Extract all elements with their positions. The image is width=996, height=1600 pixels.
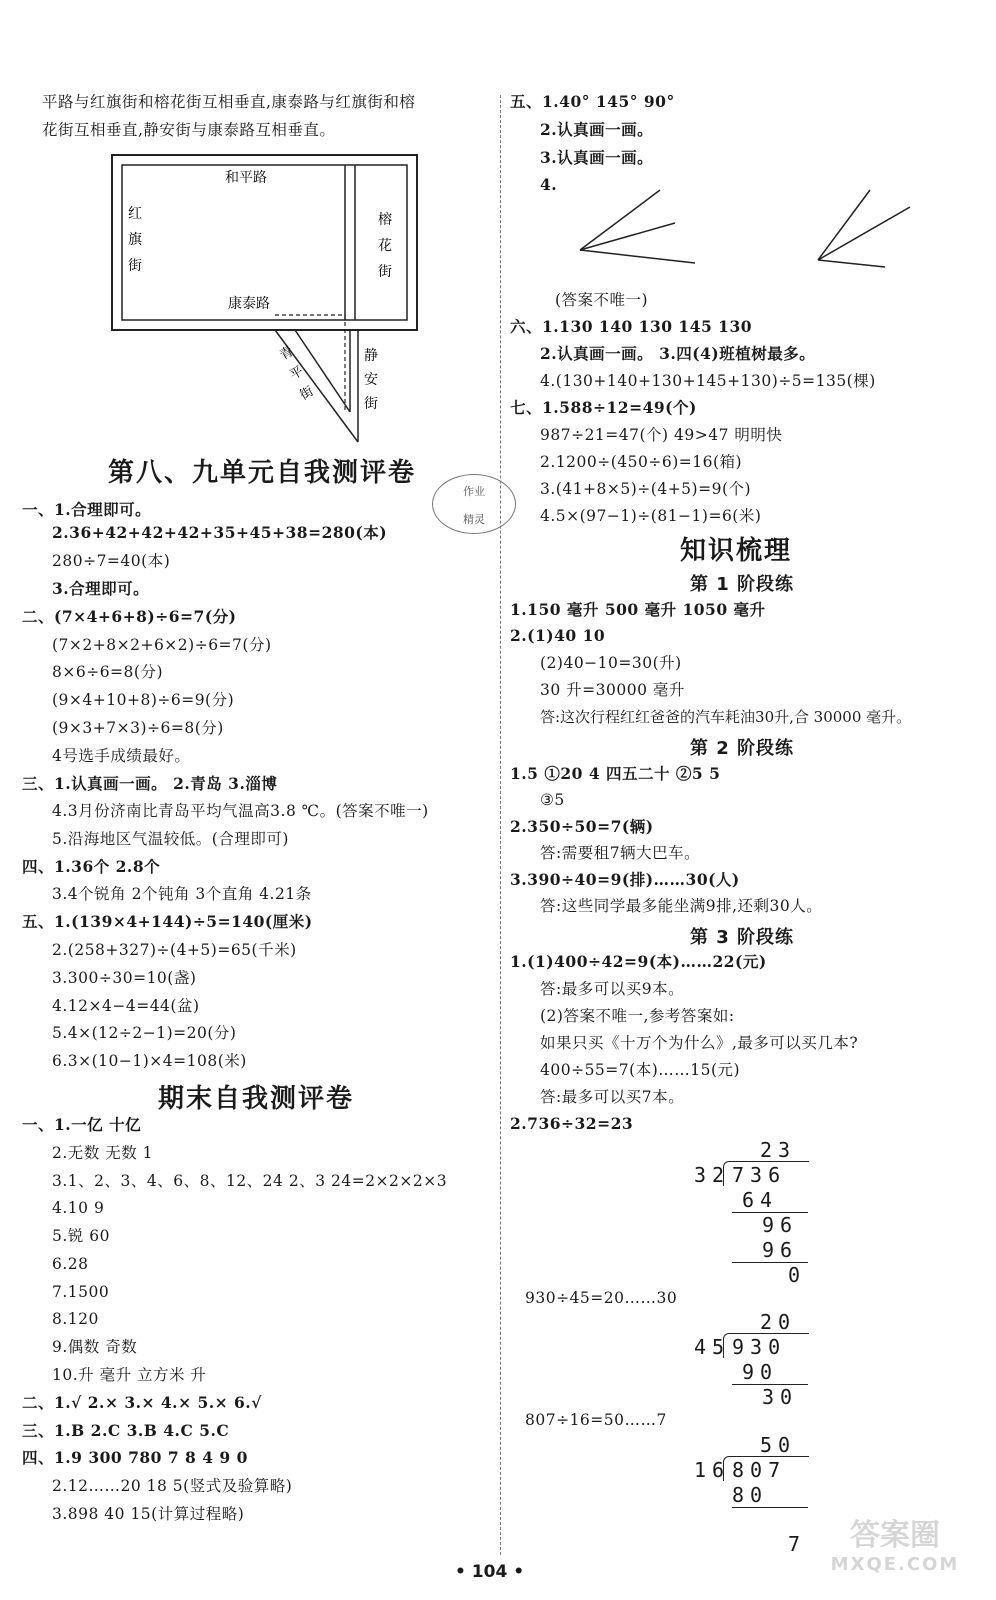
column-divider [500,95,501,1555]
answer-line: 2.12……20 18 5(竖式及验算略) [52,1477,293,1495]
division-dividend: 807 [732,1458,787,1482]
answer-line: 5.沿海地区气温较低。(合理即可) [52,830,289,848]
answer-line: 987÷21=47(个) 49>47 明明快 [540,426,783,444]
answer-line: 2.(1)40 10 [510,626,606,645]
answer-line: 2.1200÷(450÷6)=16(箱) [540,453,743,471]
answer-line: 五、1.40° 145° 90° [510,92,675,111]
answer-line: ③5 [540,791,565,809]
answer-line: 30 升=30000 毫升 [540,681,685,699]
answer-line: 6.3×(10−1)×4=108(米) [52,1052,247,1070]
answer-line: (7×2+8×2+6×2)÷6=7(分) [52,636,272,654]
division-divisor: 45 [694,1335,731,1359]
page-number: • 104 • [455,1562,525,1582]
answer-line: 二、(7×4+6+8)÷6=7(分) [22,607,237,626]
answer-line: 400÷55=7(本)……15(元) [540,1061,741,1079]
answer-line: 3.合理即可。 [52,579,150,598]
answer-line: 1.5 ①20 4 四五二十 ②5 5 [510,764,721,783]
answer-line: 答:需要租7辆大巴车。 [540,844,701,862]
stamp-text-1: 作业 [463,485,485,498]
division-remainder: 7 [788,1532,807,1556]
street-map-diagram [100,150,430,450]
label-hongqi-1: 红 [128,206,142,222]
answer-line: (9×3+7×3)÷6=8(分) [52,719,224,737]
answer-line: 6.28 [52,1255,89,1273]
answer-line: 4.(130+140+130+145+130)÷5=135(棵) [540,372,876,390]
answer-line: 2.(258+327)÷(4+5)=65(千米) [52,941,297,959]
division-step: 96 [762,1213,799,1237]
division-dividend: 930 [732,1335,787,1359]
stage-title-3: 第 3 阶段练 [690,927,795,948]
label-ronghua-1: 榕 [378,212,392,228]
answer-note: (答案不唯一) [555,291,649,309]
stage-title-2: 第 2 阶段练 [690,738,795,759]
answer-line: 四、1.9 300 780 7 8 4 9 0 [22,1448,248,1467]
division-divisor: 32 [694,1163,731,1187]
answer-line: 一、1.合理即可。 [22,500,152,519]
label-jingan-2: 安 [364,372,378,388]
answer-line: 4. [540,175,558,194]
answer-line: 答:这次行程红红爸爸的汽车耗油30升,合 30000 毫升。 [540,708,912,726]
answer-line: 答:最多可以买7本。 [540,1088,685,1106]
answer-line: 10.升 毫升 立方米 升 [52,1366,207,1384]
answer-line: 3.1、2、3、4、6、8、12、24 2、3 24=2×2×2×3 [52,1172,448,1190]
answer-line: (2)答案不唯一,参考答案如: [540,1007,735,1025]
answer-line: 2.认真画一画。 3.四(4)班植树最多。 [540,344,816,363]
division-rule [732,1507,808,1508]
label-qingping-1: 青 [277,343,297,364]
watermark-text-1: 答案圈 [850,1518,940,1553]
label-kangtai-road: 康泰路 [228,296,270,312]
section-title-unit-8-9: 第八、九单元自我测评卷 [108,458,417,488]
answer-line: 2.736÷32=23 [510,1114,634,1133]
answer-line: 807÷16=50……7 [525,1411,667,1429]
answer-line: 3.300÷30=10(盏) [52,969,197,987]
answer-line: 二、1.√ 2.× 3.× 4.× 5.× 6.√ [22,1393,262,1412]
division-step: 64 [742,1188,779,1212]
answer-line: 三、1.认真画一画。 2.青岛 3.淄博 [22,774,278,793]
division-step: 80 [732,1483,769,1507]
answer-line: 六、1.130 140 130 145 130 [510,317,753,336]
answer-line: 280÷7=40(本) [52,552,171,570]
answer-line: 4.3月份济南比青岛平均气温高3.8 ℃。(答案不唯一) [52,802,429,820]
division-quotient: 23 [760,1138,797,1162]
answer-line: 1.(1)400÷42=9(本)……22(元) [510,952,767,971]
answer-line: 5.4×(12÷2−1)=20(分) [52,1024,237,1042]
division-dividend: 736 [732,1163,787,1187]
label-ronghua-2: 花 [378,238,392,254]
answer-line: (9×4+10+8)÷6=9(分) [52,691,235,709]
homework-stamp [432,474,516,534]
site-watermark [820,1510,970,1580]
intro-line-2: 花街互相垂直,静安街与康泰路互相垂直。 [42,121,336,139]
answer-line: 2.无数 无数 1 [52,1144,154,1162]
answer-line: 一、1.一亿 十亿 [22,1115,142,1134]
label-heping-road: 和平路 [225,170,267,186]
angle-drawings [560,185,920,285]
answer-line: 3.390÷40=9(排)……30(人) [510,870,740,889]
answer-line: 9.偶数 奇数 [52,1338,138,1356]
answer-line: 3.(41+8×5)÷(4+5)=9(个) [540,480,752,498]
answer-line: 五、1.(139×4+144)÷5=140(厘米) [22,912,313,931]
answer-line: 如果只买《十万个为什么》,最多可以买几本? [540,1034,859,1052]
answer-line: 4.12×4−4=44(盆) [52,997,200,1015]
division-step: 96 [762,1238,799,1262]
answer-line: 2.36+42+42+42+35+45+38=280(本) [52,523,388,542]
answer-line: 3.898 40 15(计算过程略) [52,1505,245,1523]
answer-line: 4.5×(97−1)÷(81−1)=6(米) [540,507,762,525]
label-qingping-2: 平 [287,363,307,384]
division-quotient: 50 [760,1433,797,1457]
answer-line: 2.350÷50=7(辆) [510,817,654,836]
intro-line-1: 平路与红旗街和榕花街互相垂直,康泰路与红旗街和榕 [42,93,416,111]
answer-line: 七、1.588÷12=49(个) [510,398,697,417]
answer-line: 1.150 毫升 500 毫升 1050 毫升 [510,600,766,619]
answer-line: 3.4个锐角 2个钝角 3个直角 4.21条 [52,885,312,903]
watermark-text-2: MXQE.COM [830,1554,960,1575]
division-quotient: 20 [760,1310,797,1334]
stamp-text-2: 精灵 [463,513,485,526]
answer-line: (2)40−10=30(升) [540,654,682,672]
label-ronghua-3: 街 [378,264,392,280]
answer-line: 答:这些同学最多能坐满9排,还剩30人。 [540,897,823,915]
stage-title-1: 第 1 阶段练 [690,574,795,595]
label-hongqi-3: 街 [128,258,142,274]
label-jingan-3: 街 [364,396,378,412]
answer-line: 930÷45=20……30 [525,1289,678,1307]
answer-line: 三、1.B 2.C 3.B 4.C 5.C [22,1421,230,1440]
section-title-final-exam: 期末自我测评卷 [158,1084,355,1114]
answer-line: 5.锐 60 [52,1227,110,1245]
answer-line: 8.120 [52,1310,99,1328]
answer-line: 3.认真画一画。 [540,148,654,167]
division-remainder: 0 [788,1263,807,1287]
label-hongqi-2: 旗 [128,232,142,248]
answer-line: 2.认真画一画。 [540,120,654,139]
answer-line: 4.10 9 [52,1199,105,1217]
division-remainder: 30 [762,1385,799,1409]
division-step: 90 [742,1360,779,1384]
label-jingan-1: 静 [364,348,378,364]
answer-line: 7.1500 [52,1283,110,1301]
answer-line: 4号选手成绩最好。 [52,747,191,765]
division-divisor: 16 [694,1458,731,1482]
label-qingping-3: 街 [297,383,317,404]
section-title-knowledge: 知识梳理 [680,536,793,566]
answer-line: 四、1.36个 2.8个 [22,857,161,876]
answer-line: 8×6÷6=8(分) [52,663,164,681]
answer-line: 答:最多可以买9本。 [540,980,685,998]
